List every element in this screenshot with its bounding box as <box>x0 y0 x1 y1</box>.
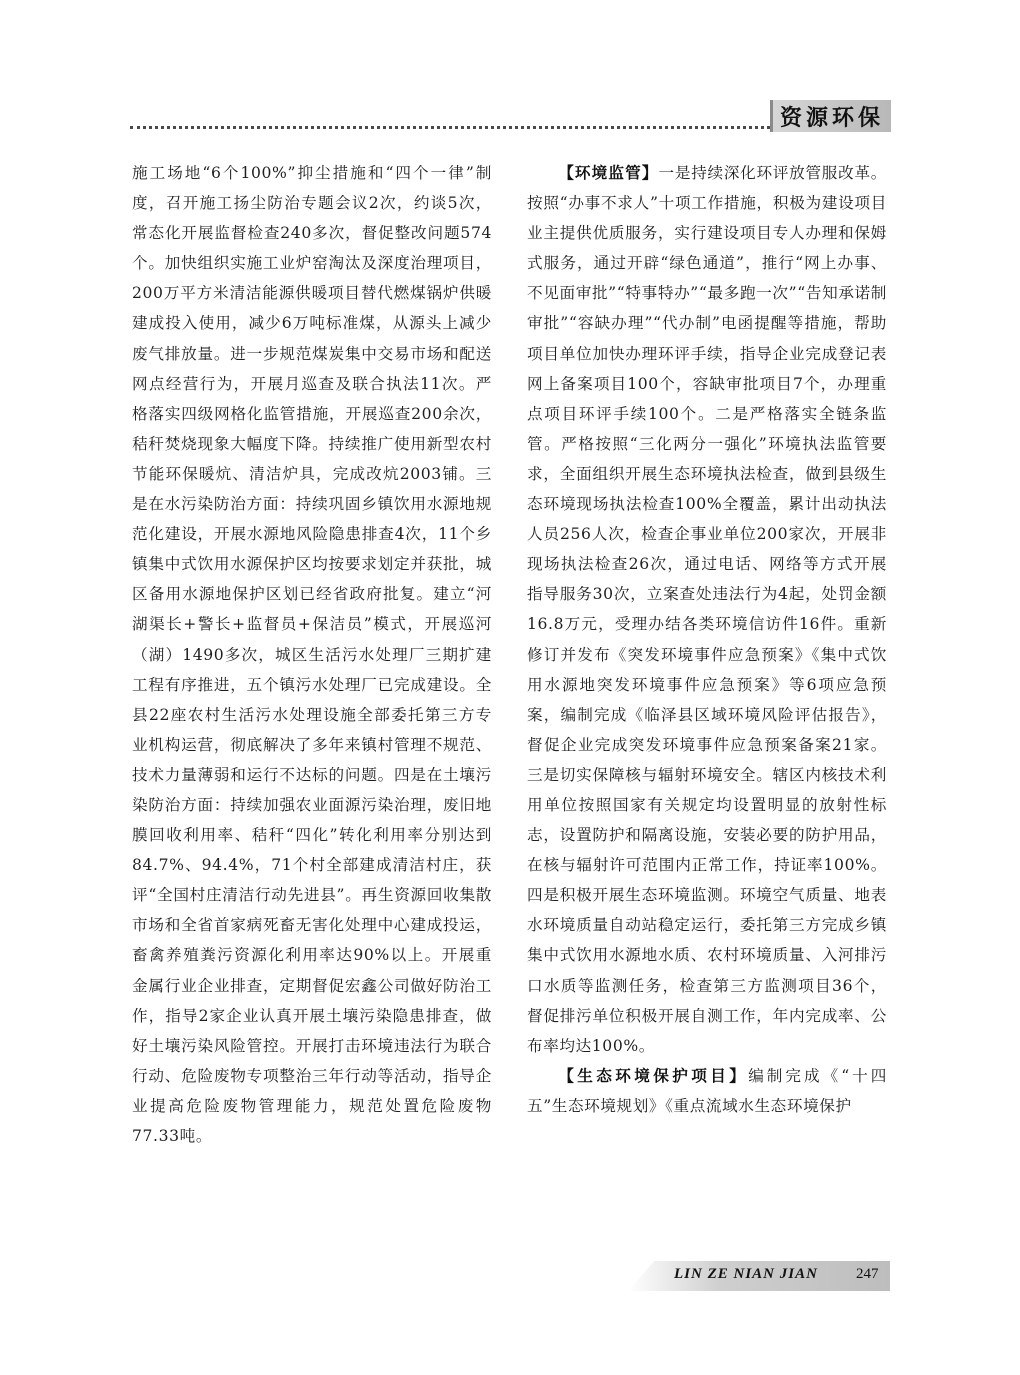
protection-text: 编制完成《“十四五”生态环境规划》《重点流域水生态环境保护 <box>527 1066 887 1115</box>
page-footer <box>628 1261 890 1291</box>
page-number: 247 <box>856 1266 879 1282</box>
journal-name: LIN ZE NIAN JIAN <box>674 1266 818 1282</box>
section-tab <box>770 100 891 132</box>
protection-heading: 【生态环境保护项目】 <box>558 1066 749 1085</box>
monitoring-text: 一是持续深化环评放管服改革。按照“办事不求人”十项工作措施，积极为建设项目业主提供优质服务，实行建设项目专人办理和保姆式服务，通过开辟“绿色通道”，推行“网上办事、不见面审批”“特事特办”“最多跑一次”“告知承诺制审批”“容缺办理”“代办制”电函提醒等措施，帮助项目单位加快办理环评手续，指导企业完成登记表网上备案项目100个，容缺审批项目7个，办理重点项目环评手续100个。二是严格落实全链条监管。严格按照“三化两分一强化”环境执法监管要求，全面组织开展生态环境执法检查，做到县级生态环境现场执法检查100%全覆盖，累计出动执法人员256人次，检查企事业单位200家次，开展非现场执法检查26次，通过电话、网络等方式开展指导服务30次，立案查处违法行为4起，处罚金额16.8万元，受理办结各类环境信访件16件。重新修订并发布《突发环境事件应急预案》《集中式饮用水源地突发环境事件应急预案》等6项应急预案，编制完成《临泽县区域环境风险评估报告》，督促企业完成突发环境事件应急预案备案21家。三是切实保障核与辐射环境安全。辖区内核技术利用单位按照国家有关规定均设置明显的放射性标志，设置防护和隔离设施，安装必要的防护用品，在核与辐射许可范围内正常工作，持证率100%。四是积极开展生态环境监测。环境空气质量、地表水环境质量自动站稳定运行，委托第三方完成乡镇集中式饮用水源地水质、农村环境质量、入河排污口水质等监测任务，检查第三方监测项目36个，督促排污单位积极开展自测工作，年内完成率、公布率均达100%。 <box>527 164 887 1055</box>
header-dotted-rule <box>130 126 770 129</box>
section-title: 资源环保 <box>779 105 884 131</box>
monitoring-heading: 【环境监管】 <box>558 164 659 182</box>
left-column <box>132 158 492 1151</box>
right-column <box>527 158 887 1121</box>
page-header <box>130 96 890 136</box>
left-paragraph: 施工场地“6个100%”抑尘措施和“四个一律”制度，召开施工扬尘防治专题会议2次，约谈5次，常态化开展监督检查240多次，督促整改问题574个。加快组织实施工业炉窑淘汰及深度治理项目，200万平方米清洁能源供暖项目替代燃煤锅炉供暖建成投入使用，减少6万吨标准煤，从源头上减少废气排放量。进一步规范煤炭集中交易市场和配送网点经营行为，开展月巡查及联合执法11次。严格落实四级网格化监管措施，开展巡查200余次，秸秆焚烧现象大幅度下降。持续推广使用新型农村节能环保暖炕、清洁炉具，完成改炕2003铺。三是在水污染防治方面：持续巩固乡镇饮用水源地规范化建设，开展水源地风险隐患排查4次，11个乡镇集中式饮用水源保护区均按要求划定并获批，城区备用水源地保护区划已经省政府批复。建立“河湖渠长+警长+监督员+保洁员”模式，开展巡河（湖）1490多次，城区生活污水处理厂三期扩建工程有序推进，五个镇污水处理厂已完成建设。全县22座农村生活污水处理设施全部委托第三方专业机构运营，彻底解决了多年来镇村管理不规范、技术力量薄弱和运行不达标的问题。四是在土壤污染防治方面：持续加强农业面源污染治理，废旧地膜回收利用率、秸秆“四化”转化利用率分别达到84.7%、94.4%，71个村全部建成清洁村庄，获评“全国村庄清洁行动先进县”。再生资源回收集散市场和全省首家病死畜无害化处理中心建成投运，畜禽养殖粪污资源化利用率达90%以上。开展重金属行业企业排查，定期督促宏鑫公司做好防治工作，指导2家企业认真开展土壤污染隐患排查，做好土壤污染风险管控。开展打击环境违法行为联合行动、危险废物专项整治三年行动等活动，指导企业提高危险废物管理能力，规范处置危险废物77.33吨。 <box>132 164 492 1145</box>
protection-paragraph <box>527 1061 887 1121</box>
monitoring-paragraph <box>527 158 887 1061</box>
